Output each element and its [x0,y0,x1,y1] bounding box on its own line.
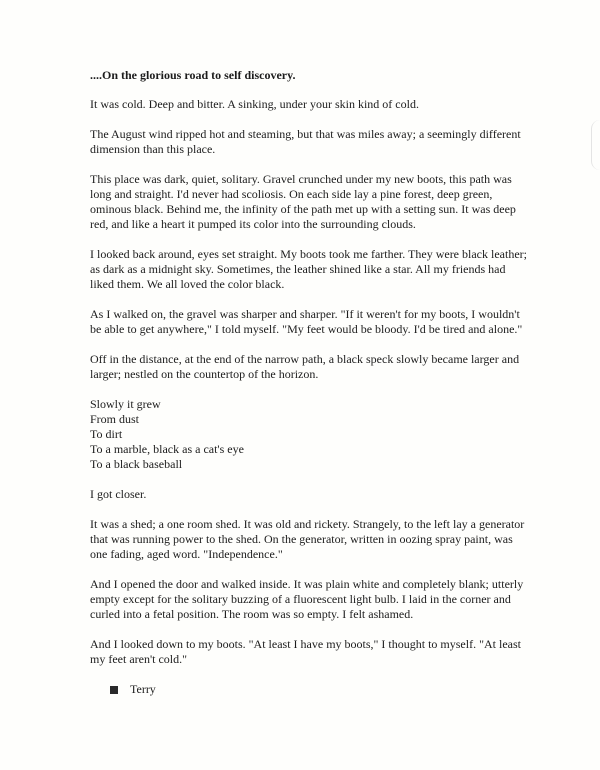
poem-line: To a black baseball [90,457,183,471]
paragraph: It was a shed; a one room shed. It was old and rickety. Strangely, to the left lay a generator that was running power to the shed. On the generator, written in oozing spray paint, was one fading, aged word. "Independence." [90,517,525,561]
poem-line: Slowly it grew [90,397,161,411]
document-body [90,68,530,697]
signature-line [110,682,530,697]
document-title: ....On the glorious road to self discovery. [90,68,296,82]
poem-line: To dirt [90,427,123,441]
paragraph: The August wind ripped hot and steaming, but that was miles away; a seemingly different dimension than this place. [90,127,521,156]
paragraph: Off in the distance, at the end of the narrow path, a black speck slowly became larger and larger; nestled on the countertop of the horizon. [90,352,520,381]
paragraph: It was cold. Deep and bitter. A sinking, under your skin kind of cold. [90,97,419,111]
paragraph: And I opened the door and walked inside. It was plain white and completely blank; utterly empty except for the solitary buzzing of a fluorescent light bulb. I laid in the corner and curled into a fetal position. The room was so empty. I felt ashamed. [90,577,524,621]
poem-stanza [90,397,530,472]
paragraph: This place was dark, quiet, solitary. Gravel crunched under my new boots, this path was long and straight. I'd never had scoliosis. On each side lay a pine forest, deep green, ominous black. Behind me, the infinity of the path met up with a setting sun. It was deep red, and like a heart it pumped its color into the surrounding clouds. [90,172,516,231]
paragraph: And I looked down to my boots. "At least I have my boots," I thought to myself. "At least my feet aren't cold." [90,637,521,666]
square-bullet-icon [110,686,118,694]
paragraph: I got closer. [90,487,147,501]
page-edge-mark [591,120,600,170]
paragraph: As I walked on, the gravel was sharper and sharper. "If it weren't for my boots, I wouldn't be able to get anywhere," I told myself. "My feet would be bloody. I'd be tired and alone." [90,307,523,336]
paragraph: I looked back around, eyes set straight. My boots took me farther. They were black leather; as dark as a midnight sky. Sometimes, the leather shined like a star. All my friends had liked them. We all loved the color black. [90,247,527,291]
poem-line: From dust [90,412,140,426]
signature: Terry [130,682,156,696]
poem-line: To a marble, black as a cat's eye [90,442,244,456]
